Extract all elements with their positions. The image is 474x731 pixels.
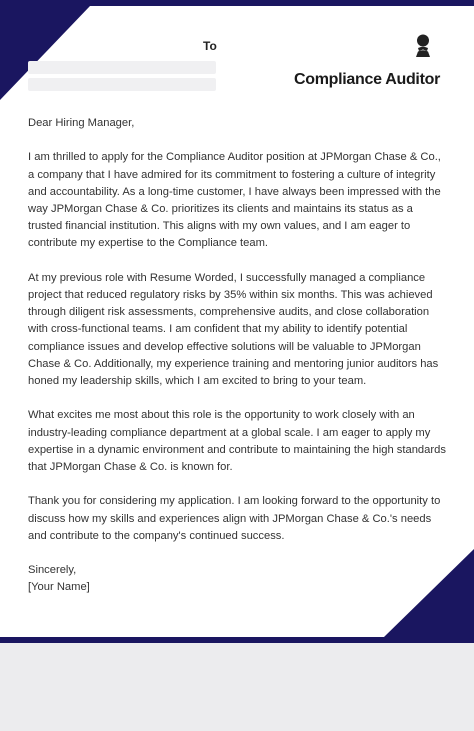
user-avatar-icon — [414, 33, 432, 57]
job-title-heading: Compliance Auditor — [293, 71, 440, 88]
recipient-name-placeholder — [28, 61, 216, 74]
recipient-label: To — [203, 39, 217, 53]
recipient-address-placeholder — [28, 78, 216, 91]
letter-paper — [0, 6, 474, 637]
paragraph-thanks: Thank you for considering my application. I am looking forward to the opportunity to discuss how my skills and experiences align with JPMorgan Chase & Co.'s needs and contribute to the company's continued success. — [28, 495, 441, 542]
signature: [Your Name] — [28, 581, 90, 594]
closing: Sincerely, — [28, 564, 77, 577]
paragraph-intro: I am thrilled to apply for the Compliance Auditor position at JPMorgan Chase & Co., a company that I have admired for its commitment to fostering a culture of integrity and accountability. As a long-time customer, I have always been impressed with the way JPMorgan Chase & Co. prioritizes its clients and maintains its status as a trusted financial institution. This aligns with my own values, and I am eager to contribute my expertise to the Compliance team. — [28, 151, 441, 250]
paragraph-experience: At my previous role with Resume Worded, I successfully managed a compliance project that reduced regulatory risks by 35% within six months. This was achieved through diligent risk assessments, comprehensive audits, and close collaboration with cross-functional teams. I am confident that my ability to identify potential compliance issues and develop effective solutions will be valuable to JPMorgan Chase & Co. Additionally, my experience training and mentoring junior auditors has honed my leadership skills, which I am excited to bring to your team. — [28, 271, 439, 388]
paragraph-motivation: What excites me most about this role is the opportunity to work closely with an industry-leading compliance department at a global scale. I am eager to apply my expertise in a dynamic environment and contribute to maintaining the high standards that JPMorgan Chase & Co. is known for. — [28, 409, 446, 474]
salutation: Dear Hiring Manager, — [28, 117, 135, 129]
letter-body — [28, 115, 448, 597]
